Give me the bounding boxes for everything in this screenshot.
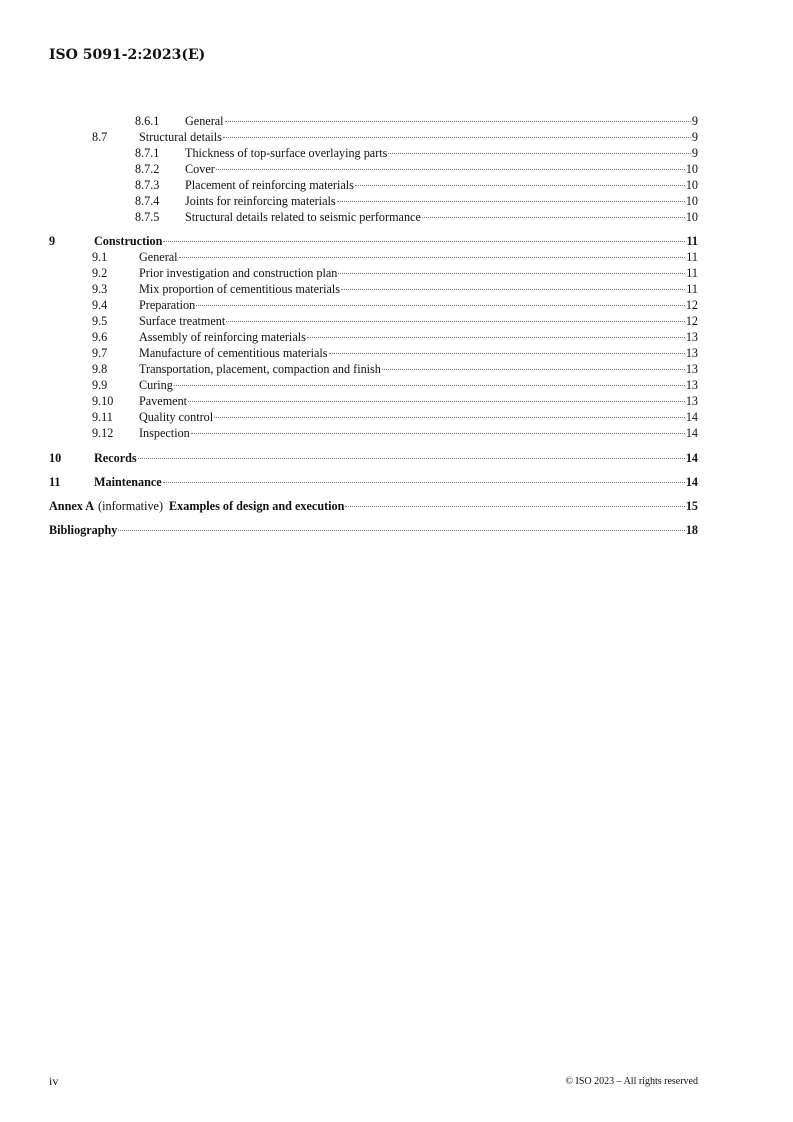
toc-entry-number: 9.10 [92,394,114,408]
toc-entry[interactable] [49,233,698,249]
toc-entry[interactable] [92,425,698,441]
toc-entry-title[interactable]: Assembly of reinforcing materials [139,330,306,344]
toc-entry[interactable] [92,265,698,281]
toc-entry[interactable] [92,377,698,393]
toc-entry-number: 8.7.3 [135,178,160,192]
dot-leader [174,385,685,386]
dot-leader [337,201,685,202]
toc-entry[interactable] [49,522,698,538]
annex-note: (informative) [98,499,164,513]
toc-entry-page[interactable]: 12 [685,314,698,328]
toc-entry-title[interactable]: Joints for reinforcing materials [185,194,336,208]
toc-entry-title[interactable]: Cover [185,162,215,176]
toc-entry-page[interactable]: 12 [685,298,698,312]
page-number: iv [49,1074,59,1088]
dot-leader [338,273,685,274]
toc-entry-title[interactable]: Bibliography [49,523,118,537]
toc-entry-title[interactable]: Surface treatment [139,314,226,328]
toc-entry-page[interactable]: 13 [685,378,698,392]
toc-entry-title[interactable]: Preparation [139,298,196,312]
toc-entry-number: 8.7 [92,130,108,144]
toc-entry-page[interactable]: 11 [686,282,698,296]
toc-entry[interactable] [92,249,698,265]
toc-entry[interactable] [49,450,698,466]
toc-entry-title[interactable]: Placement of reinforcing materials [185,178,354,192]
toc-entry[interactable] [135,177,698,193]
toc-entry-page[interactable]: 14 [685,451,698,465]
toc-entry[interactable] [49,498,698,514]
toc-entry-number: 9 [49,234,56,248]
toc-entry-page[interactable]: 9 [691,114,698,128]
toc-entry-number: 10 [49,451,62,465]
toc-entry-page[interactable]: 11 [686,266,698,280]
toc-entry-title[interactable]: Structural details [139,130,222,144]
toc-entry-page[interactable]: 13 [685,394,698,408]
dot-leader [196,305,685,306]
dot-leader [388,153,691,154]
dot-leader [355,185,685,186]
toc-entry-page[interactable]: 14 [685,410,698,424]
toc-entry-page[interactable]: 10 [685,194,698,208]
dot-leader [329,353,685,354]
toc-entry-number: 9.3 [92,282,108,296]
toc-entry[interactable] [92,393,698,409]
toc-entry-page[interactable]: 10 [685,210,698,224]
dot-leader [307,337,685,338]
toc-entry-number: 9.7 [92,346,108,360]
toc-entry[interactable] [135,161,698,177]
toc-entry-title[interactable]: Structural details related to seismic performance [185,210,421,224]
toc-entry-page[interactable]: 9 [691,130,698,144]
toc-entry[interactable] [92,329,698,345]
toc-entry-number: 8.7.4 [135,194,160,208]
toc-entry-number: 8.7.2 [135,162,160,176]
toc-entry-title[interactable]: Manufacture of cementitious materials [139,346,328,360]
toc-entry[interactable] [92,361,698,377]
toc-entry-number: 9.8 [92,362,108,376]
dot-leader [225,121,691,122]
toc-entry-number: 8.7.5 [135,210,160,224]
toc-entry-page[interactable]: 15 [685,499,698,513]
toc-entry-title[interactable]: Quality control [139,410,214,424]
toc-entry-title[interactable]: Maintenance [94,475,162,489]
toc-entry-number: 9.9 [92,378,108,392]
toc-entry[interactable] [92,129,698,145]
dot-leader [118,530,684,531]
dot-leader [138,458,685,459]
toc-entry-number: 9.4 [92,298,108,312]
toc-entry-page[interactable]: 13 [685,362,698,376]
toc-entry[interactable] [135,209,698,225]
toc-entry-page[interactable]: 11 [686,250,698,264]
toc-entry-title[interactable]: Prior investigation and construction plan [139,266,338,280]
dot-leader [191,433,685,434]
toc-entry-page[interactable]: 14 [685,475,698,489]
toc-entry-title[interactable]: Inspection [139,426,190,440]
dot-leader [214,417,685,418]
dot-leader [216,169,685,170]
toc-entry[interactable] [135,113,698,129]
toc-entry-number: 9.1 [92,250,108,264]
toc-entry-page[interactable]: 18 [685,523,698,537]
toc-entry-title[interactable]: General [185,114,224,128]
toc-entry-number: 9.5 [92,314,108,328]
toc-entry-page[interactable]: 9 [691,146,698,160]
toc-entry-title[interactable]: Examples of design and execution [169,499,345,513]
toc-entry-page[interactable]: 13 [685,346,698,360]
toc-entry-title[interactable]: Pavement [139,394,188,408]
toc-entry-title[interactable]: Mix proportion of cementitious materials [139,282,341,296]
toc-entry[interactable] [92,281,698,297]
dot-leader [179,257,686,258]
dot-leader [345,506,684,507]
toc-entry-number: 11 [49,475,61,489]
dot-leader [341,289,685,290]
copyright-notice: © ISO 2023 – All rights reserved [565,1076,698,1087]
toc-entry-page[interactable]: 10 [685,178,698,192]
toc-entry[interactable] [135,193,698,209]
dot-leader [163,482,685,483]
toc-entry[interactable] [135,145,698,161]
toc-entry-number: 8.6.1 [135,114,160,128]
toc-entry-title[interactable]: Records [94,451,137,465]
toc-entry-title[interactable]: Curing [139,378,173,392]
toc-entry-title[interactable]: Construction [94,234,163,248]
dot-leader [163,241,685,242]
annex-label: Annex A [49,499,95,513]
dot-leader [382,369,685,370]
toc-entry-number: 9.11 [92,410,113,424]
toc-entry-number: 9.2 [92,266,108,280]
toc-entry[interactable] [49,474,698,490]
toc-entry-title[interactable]: Transportation, placement, compaction and finish [139,362,381,376]
toc-entry[interactable] [92,313,698,329]
dot-leader [226,321,685,322]
toc-entry-page[interactable]: 10 [685,162,698,176]
toc-entry-number: 8.7.1 [135,146,160,160]
toc-entry-page[interactable]: 11 [686,234,698,248]
toc-entry-title[interactable]: Thickness of top-surface overlaying parts [185,146,388,160]
document-header: ISO 5091-2:2023(E) [49,47,206,63]
toc-entry-page[interactable]: 14 [685,426,698,440]
dot-leader [223,137,691,138]
toc-entry-page[interactable]: 13 [685,330,698,344]
toc-entry-number: 9.6 [92,330,108,344]
toc-entry[interactable] [92,297,698,313]
toc-entry[interactable] [92,345,698,361]
toc-entry-number: 9.12 [92,426,114,440]
dot-leader [422,217,685,218]
dot-leader [188,401,685,402]
toc-entry[interactable] [92,409,698,425]
toc-entry-title[interactable]: General [139,250,178,264]
